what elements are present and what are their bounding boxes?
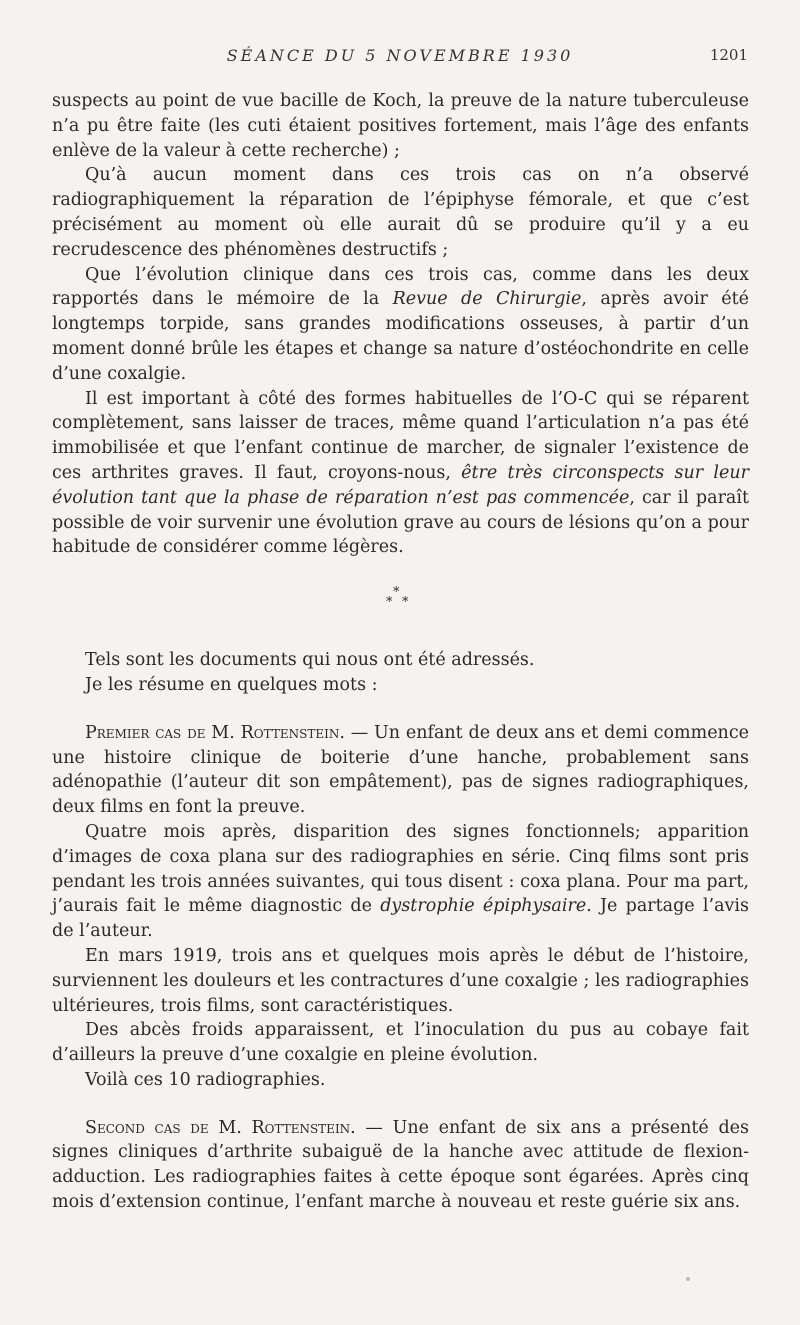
paragraph-text: Qu’à aucun moment dans ces trois cas on n’a observé radiographiquement la réparation de l’épiphyse fémorale, et que c’est précisément au moment où elle aurait dû se produire qu’il y a eu recrudescence des phénomènes destructifs ; [52, 165, 749, 260]
paragraph-documents [52, 648, 749, 673]
paragraph-text: — Une enfant de six ans a présenté des signes cliniques d’arthrite subaiguë de la hanche avec attitude de flexion-adduction. Les radiographies faites à cette époque sont égarées. Après cinq mois d’extension continue, l’enfant marche à nouveau et reste guérie six ans. [52, 1117, 749, 1213]
running-head: SÉANCE DU 5 NOVEMBRE 1930 [226, 46, 574, 65]
case-heading: Premier cas de M. Rottenstein. [85, 722, 345, 743]
emphasis-text: dystrophie épiphysaire. [380, 896, 592, 917]
paragraph-conclusion [52, 387, 749, 561]
emphasis-text: être très circonspects sur leur évolution tant que la phase de réparation n’est pas commencée [52, 462, 749, 508]
paragraph-summary-intro [52, 673, 749, 698]
paragraph-text: En mars 1919, trois ans et quelques mois après le début de l’histoire, surviennent les douleurs et les contractures d’une coxalgie ; les radiographies ultérieures, trois films, sont caractéristiques. [52, 945, 749, 1016]
page-number: 1201 [709, 46, 748, 64]
asterism-star: * [402, 595, 409, 611]
paragraph-text: Tels sont les documents qui nous ont été adressés. [85, 650, 535, 671]
paragraph-continuation [52, 89, 749, 163]
paragraph-text: Je partage l’avis de l’auteur. [52, 896, 749, 942]
paragraph-text: suspects au point de vue bacille de Koch, la preuve de la nature tuberculeuse n’a pu être faite (les cuti étaient positives fortement, mais l’âge des enfants enlève de la valeur à cette recherche) ; [52, 91, 749, 161]
asterism-divider [52, 582, 749, 622]
page-header [50, 46, 750, 68]
paragraph-radiographic-repair [52, 163, 749, 262]
paragraph-text: — Un enfant de deux ans et demi commence une histoire clinique de boiterie d’une hanche, probablement sans adénopathie (l’auteur dit son empâtement), pas de signes radiographiques, deux films en font la preuve. [52, 722, 749, 818]
paragraph-text: Voilà ces 10 radiographies. [85, 1069, 326, 1090]
asterism-star: * [386, 595, 393, 611]
paragraph-case-1-radiographs [52, 1068, 749, 1093]
paragraph-text: , car il paraît possible de voir survenir une évolution grave au cours de lésions qu’on a pour habitude de considérer comme légères. [52, 487, 749, 558]
body-text [52, 89, 749, 1215]
paper-speck [686, 1277, 690, 1281]
paragraph-case-1 [52, 721, 749, 820]
paragraph-case-1-abscess [52, 1018, 749, 1068]
paragraph-case-1-followup [52, 820, 749, 944]
paragraph-case-2 [52, 1116, 749, 1215]
paragraph-text: Quatre mois après, disparition des signes fonctionnels; apparition d’images de coxa plana sur des radiographies en série. Cinq films sont pris pendant les trois années suivantes, qui tous disent : coxa plana. Pour ma part, j’aurais fait le même diagnostic de [52, 821, 749, 917]
journal-title: Revue de Chirurgie [392, 289, 582, 310]
asterism-star: * [393, 585, 400, 601]
paragraph-text: , après avoir été longtemps torpide, sans grandes modifications osseuses, à partir d’un moment donné brûle les étapes et change sa nature d’ostéochondrite en celle d’une coxalgie. [52, 289, 749, 384]
paragraph-case-1-march [52, 944, 749, 1018]
paragraph-text: Je les résume en quelques mots : [85, 674, 378, 695]
paragraph-text: Il est important à côté des formes habituelles de l’O-C qui se réparent complètement, sans laisser de traces, même quand l’articulation n’a pas été immobilisée et que l’enfant continue de marcher, de signaler l’existence de ces arthrites graves. Il faut, croyons-nous, [52, 388, 749, 483]
case-heading: Second cas de M. Rottenstein. [85, 1117, 356, 1138]
paragraph-text: Que l’évolution clinique dans ces trois cas, comme dans les deux rapportés dans le mémoire de la [52, 264, 749, 310]
paragraph-clinical-evolution [52, 263, 749, 387]
paragraph-text: Des abcès froids apparaissent, et l’inoculation du pus au cobaye fait d’ailleurs la preuve d’une coxalgie en pleine évolution. [52, 1020, 749, 1066]
